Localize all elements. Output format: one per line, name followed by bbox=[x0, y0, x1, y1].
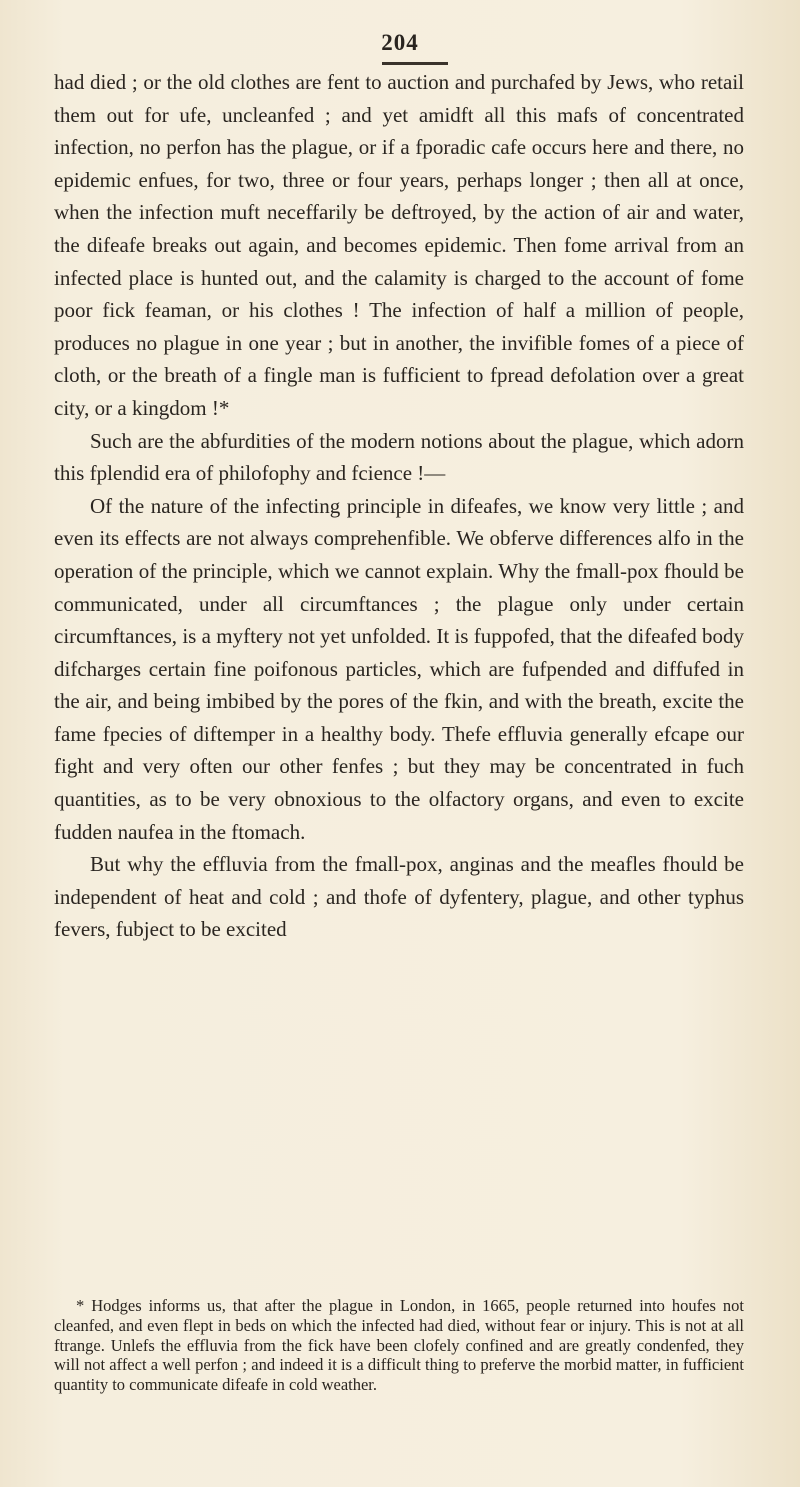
footnote: * Hodges informs us, that after the plague in London, in 1665, people returned into houfes not cleanfed, and even flept in beds on which the infected had died, without fear or injury. This is not at all ftrange. Unlefs the effluvia from the fick have been clofely confined and are greatly condenfed, they will not affect a well perfon ; and indeed it is a difficult thing to preferve the morbid matter, in fufficient quantity to communicate difeafe in cold weather. bbox=[54, 1296, 744, 1395]
paragraph-infecting-principle: Of the nature of the infecting principle in difeafes, we know very little ; and even its effects are not always comprehenfible. We obferve differences alfo in the operation of the principle, which we cannot explain. Why the fmall-pox fhould be communicated, under all circumftances ; the plague only under certain circumftances, is a myftery not yet unfolded. It is fuppofed, that the difeafed body difcharges certain fine poifonous particles, which are fufpended and diffufed in the air, and being imbibed by the pores of the fkin, and with the breath, excite the fame fpecies of diftemper in a healthy body. Thefe effluvia generally efcape our fight and very often our other fenfes ; but they may be concentrated in fuch quantities, as to be very obnoxious to the olfactory organs, and even to excite fudden naufea in the ftomach. bbox=[54, 493, 744, 844]
header-rule bbox=[382, 62, 448, 65]
paragraph-absurdities: Such are the abfurdities of the modern notions about the plague, which adorn this fplendid era of philofophy and fcience !— bbox=[54, 428, 744, 486]
paragraph-effluvia: But why the effluvia from the fmall-pox, anginas and the meafles fhould be independent of heat and cold ; and thofe of dyfentery, plague, and other typhus fevers, fubject to be excited bbox=[54, 852, 744, 942]
paragraph-continued: had died ; or the old clothes are fent to auction and purchafed by Jews, who retail them out for ufe, uncleanfed ; and yet amidft all this mafs of concentrated infection, no perfon has the plague, or if a fporadic cafe occurs here and there, no epidemic enfues, for two, three or four years, perhaps longer ; then all at once, when the infection muft neceffarily be deftroyed, by the action of air and water, the difeafe breaks out again, and becomes epidemic. Then fome arrival from an infected place is hunted out, and the calamity is charged to the account of fome poor fick feaman, or his clothes ! The infection of half a million of people, produces no plague in one year ; but in another, the invifible fomes of a piece of cloth, or the breath of a fingle man is fufficient to fpread defolation over a great city, or a kingdom !* bbox=[54, 70, 744, 420]
page-number: 204 bbox=[381, 30, 419, 55]
body-text bbox=[54, 66, 744, 946]
